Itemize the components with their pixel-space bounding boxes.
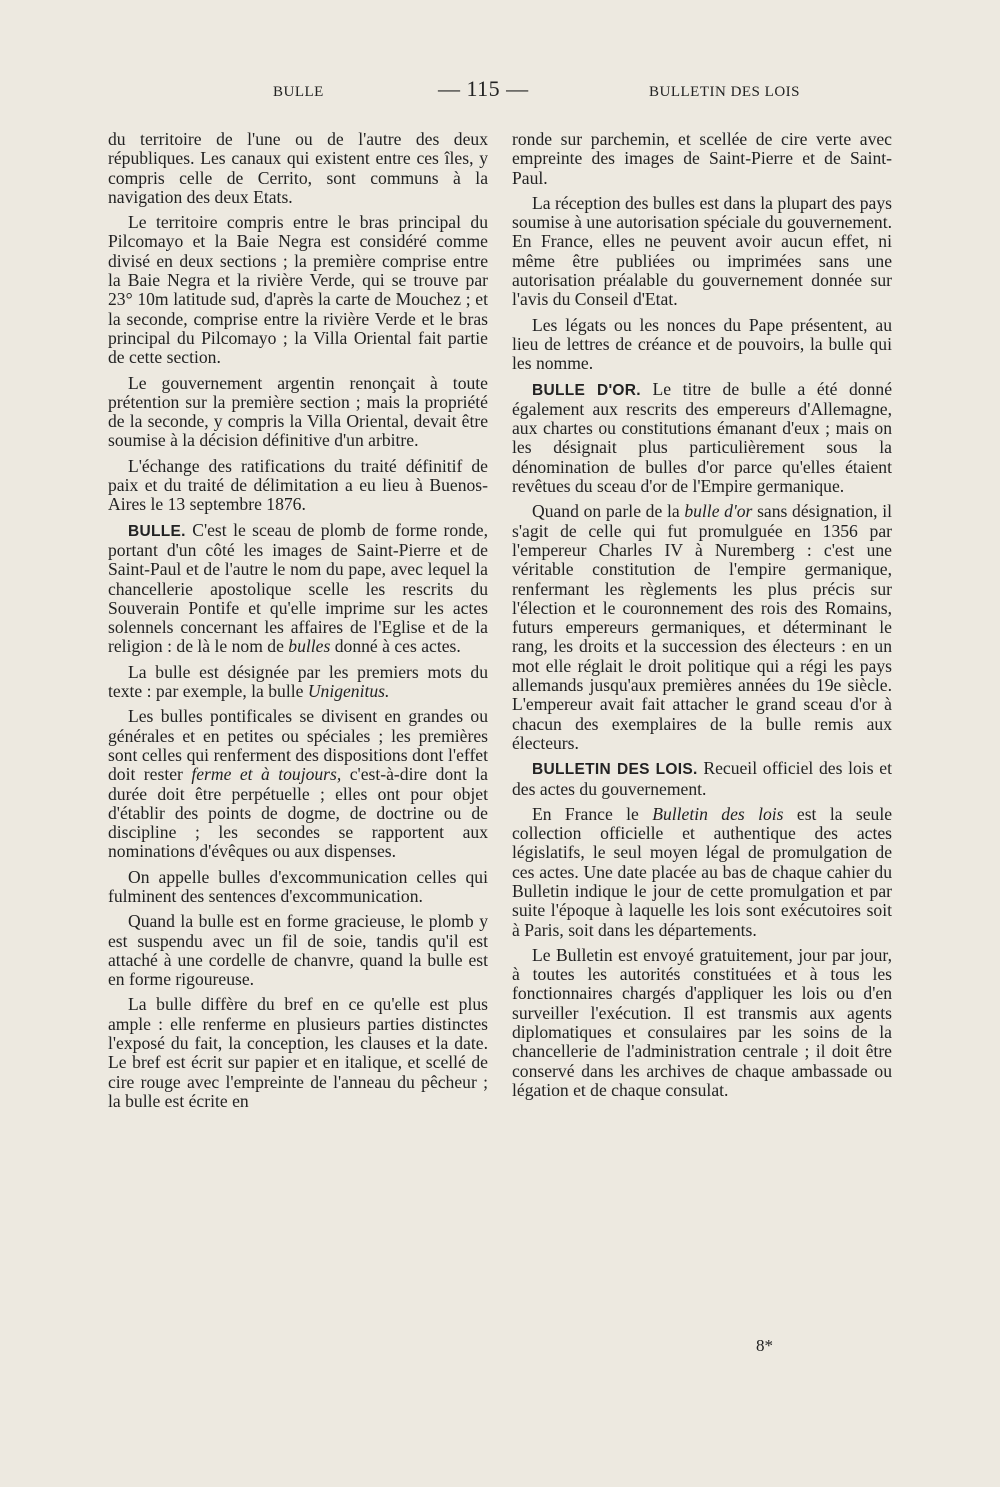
entry-bulle-d-or: [512, 380, 892, 497]
entry-text: Recueil officiel des lois et des actes du gouvernement.: [512, 758, 892, 799]
entry-heading: BULLETIN DES LOIS.: [532, 761, 698, 779]
paragraph-text: sans désignation, il s'agit de celle qui fut promulguée en 1356 par l'empereur Charles IV à Nuremberg : c'est une véritable constitution de l'empire germanique, renfermant les règlements les plus précis sur l'élection et le couronnement des rois des Romains, futurs empereurs germaniques, et déterminant le rang, les droits et la succession des électeurs : en un mot elle réglait le droit politique qui a régi les pays allemands jusqu'aux premières années du 19e siècle. L'empereur avait fait attacher le grand sceau d'or à chacun des exemplaires de la bulle remis aux électeurs.: [512, 501, 892, 753]
paragraph-italic: ferme et à toujours,: [191, 764, 342, 785]
paragraph: ronde sur parchemin, et scellée de cire verte avec empreinte des images de Saint-Pierre et de Saint-Paul.: [512, 129, 892, 188]
paragraph: La réception des bulles est dans la plupart des pays soumise à une autorisation spéciale du gouvernement. En France, elles ne peuvent avoir aucun effet, ni même être publiées ou imprimées sans une autorisation préalable du gouvernement donnée sur l'avis du Conseil d'Etat.: [512, 192, 892, 310]
paragraph-text: En France le: [532, 803, 639, 824]
paragraph-italic: Bulletin des lois: [652, 803, 784, 824]
paragraph: Le Bulletin est envoyé gratuitement, jour par jour, à toutes les autorités constituées et à tous les fonctionnaires chargés d'appliquer les lois ou d'en surveiller l'exécution. Il est transmis aux agents diplomatiques et consulaires par les soins de la chancellerie de l'administration centrale ; il doit être conservé dans les archives de chaque ambassade ou légation et de chaque consulat.: [512, 944, 892, 1100]
running-header: [108, 76, 800, 106]
paragraph: L'échange des ratifications du traité définitif de paix et du traité de délimitation a eu lieu à Buenos-Aires le 13 septembre 1876.: [108, 455, 488, 515]
right-column: [512, 130, 892, 1106]
entry-bulle: [108, 521, 488, 657]
entry-heading: BULLE D'OR.: [532, 381, 641, 399]
entry-text: Le titre de bulle a été donné également aux rescrits des empereurs d'Allemagne, aux chartes ou constitutions émanant d'eux ; mais on les désignait plus particulièrement sous la dénomination de bulles d'or parce qu'elles étaient revêtues du sceau d'or de l'Empire germanique.: [512, 378, 892, 497]
paragraph-italic: Unigenitus.: [307, 681, 390, 702]
paragraph-text: est la seule collection officielle et authentique des actes législatifs, le seul moyen légal de promulgation de ces actes. Une date placée au bas de chaque cahier du Bulletin indique le jour de cette promulgation et par suite l'époque à laquelle les lois sont exécutoires soit à Paris, soit dans les départements.: [512, 803, 893, 940]
left-column: [108, 130, 488, 1117]
paragraph-text: Les bulles pontificales se divisent en grandes ou générales et en petites ou spéciales ; les premières sont celles qui renferment des dispositions dont l'effet doit rester: [108, 706, 488, 785]
paragraph: Le territoire compris entre le bras principal du Pilcomayo et la Baie Negra est considéré comme divisé en deux sections ; la première comprise entre la Baie Negra et la rivière Verde, qui se trouve par 23° 10m latitude sud, d'après la carte de Mouchez ; et la seconde, comprise entre la rivière Verde et le bras principal du Pilcomayo ; la Villa Oriental fait partie de cette section.: [108, 212, 488, 368]
entry-italic: bulles: [288, 636, 331, 657]
paragraph-text: c'est-à-dire dont la durée doit être perpétuelle ; elles ont pour objet d'établir des points de dogme, de doctrine ou de discipline ; les secondes se rapportent aux nominations d'évêques ou aux dispenses.: [108, 764, 488, 862]
paragraph: [512, 805, 892, 940]
page-number: — 115 —: [438, 76, 529, 101]
paragraph: Quand la bulle est en forme gracieuse, le plomb y est suspendu avec un fil de soie, tandis qu'il est attaché à une cordelle de chanvre, quand la bulle est en forme rigoureuse.: [108, 911, 488, 990]
paragraph-italic: bulle d'or: [684, 501, 753, 522]
paragraph: [108, 663, 488, 702]
entry-bulletin-des-lois: [512, 759, 892, 799]
entry-text: C'est le sceau de plomb de forme ronde, portant d'un côté les images de Saint-Pierre et de Saint-Paul et de l'autre le nom du pape, avec lequel la chancellerie apostolique scelle les rescrits du Souverain Pontife et qu'elle imprime sur les actes solennels concernant les affaires de l'Eglise et de la religion : de là le nom de: [108, 519, 488, 657]
paragraph: On appelle bulles d'excommunication celles qui fulminent des sentences d'excommunication.: [108, 866, 488, 906]
paragraph: Les légats ou les nonces du Pape présentent, au lieu de lettres de créance et de pouvoirs, la bulle qui les nomme.: [512, 314, 892, 374]
paragraph: La bulle diffère du bref en ce qu'elle est plus ample : elle renferme en plusieurs parties distinctes l'exposé du fait, la conception, les clauses et la date. Le bref est écrit sur papier et en italique, et scellé de cire rouge avec l'empreinte de l'anneau du pêcheur ; la bulle est écrite en: [108, 994, 488, 1111]
paragraph: [512, 502, 892, 753]
paragraph: du territoire de l'une ou de l'autre des deux républiques. Les canaux qui existent entre ces îles, y compris celle de Cerrito, sont communs à la navigation des deux Etats.: [108, 129, 488, 207]
paragraph: [108, 707, 488, 861]
entry-text: donné à ces actes.: [334, 636, 461, 657]
paragraph-text: La bulle est désignée par les premiers mots du texte : par exemple, la bulle: [108, 661, 488, 702]
header-left-word: BULLE: [273, 84, 324, 100]
paragraph: Le gouvernement argentin renonçait à toute prétention sur la première section ; mais la propriété de la seconde, y compris la Villa Oriental, devait être soumise à la décision définitive d'un arbitre.: [108, 372, 488, 451]
header-right-word: BULLETIN DES LOIS: [649, 84, 800, 100]
entry-heading: BULLE.: [128, 522, 186, 540]
paragraph-text: Quand on parle de la: [532, 501, 680, 522]
signature-mark: 8*: [756, 1336, 773, 1355]
